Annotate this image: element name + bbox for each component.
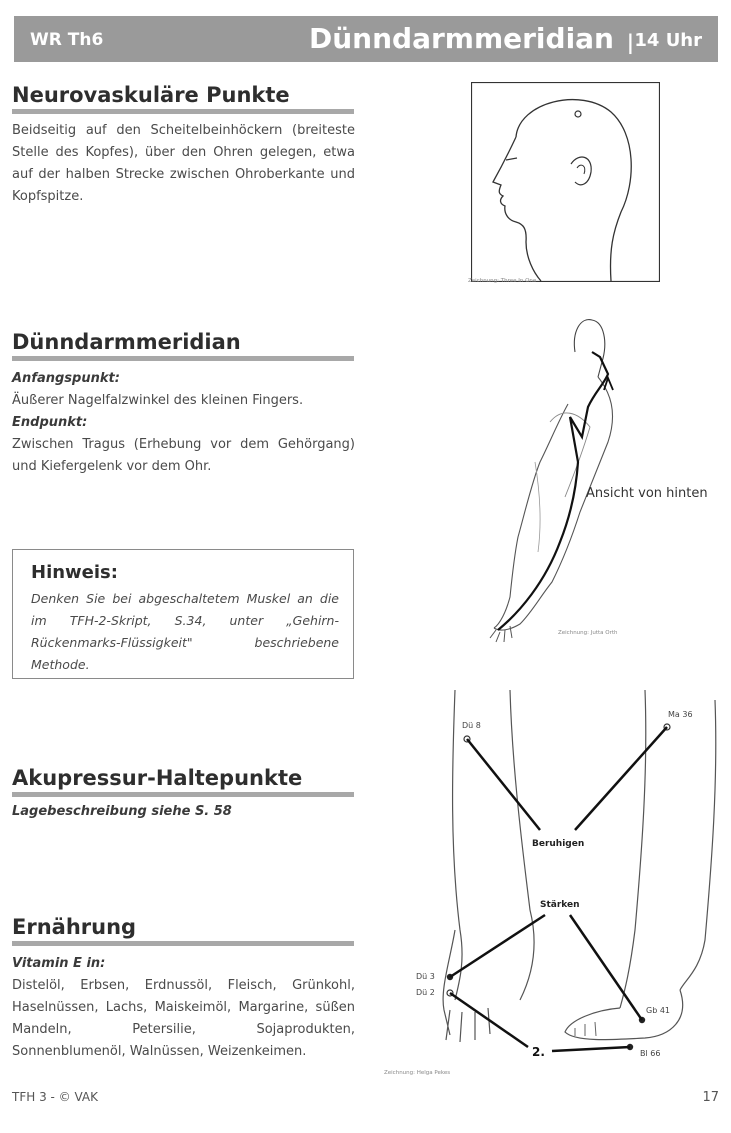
page-number: 17: [702, 1090, 719, 1105]
hint-box: [12, 549, 354, 679]
right-leg-outline: [620, 690, 716, 1008]
arm-figure-caption: Zeichnung: Jutta Orth: [558, 630, 618, 636]
heading-acupressure: Akupressur-Haltepunkte: [12, 766, 354, 797]
hint-text: Denken Sie bei abgeschaltetem Muskel an die im TFH-2-Skript, S.34, unter „Gehirn-Rückenmarks-Flüssigkeit" beschriebene Methode.: [31, 591, 339, 672]
strengthen-line-du3: [450, 915, 545, 977]
chapter-code: WR Th6: [30, 30, 104, 50]
second-label: 2.: [532, 1045, 545, 1059]
strengthen-label: Stärken: [540, 900, 580, 910]
head-figure-caption: Zeichnung: Three In One: [468, 278, 537, 284]
calm-line-du8: [467, 739, 540, 830]
heading-neurovascular: Neurovaskuläre Punkte: [12, 83, 354, 114]
header-separator: |: [626, 30, 634, 54]
neurovascular-point-marker: [575, 111, 581, 117]
start-point-label: Anfangspunkt:: [12, 371, 120, 386]
point-du2-label: Dü 2: [416, 988, 435, 997]
vitamin-label: Vitamin E in:: [12, 956, 106, 971]
point-bl66-label: Bl 66: [640, 1049, 661, 1058]
legs-figure-caption: Zeichnung: Helga Pekes: [384, 1070, 451, 1076]
acupressure-lead: Lagebeschreibung siehe S. 58: [12, 804, 232, 819]
nutrition-description: [12, 953, 355, 1063]
point-ma36-label: Ma 36: [668, 710, 693, 719]
strengthen-line-gb41: [570, 915, 642, 1020]
head-back-outline: [574, 320, 604, 377]
second-line-bl66: [552, 1047, 630, 1051]
end-point-text: Zwischen Tragus (Erhebung vor dem Gehörgang) und Kiefergelenk vor dem Ohr.: [12, 437, 355, 474]
neurovascular-text: Beidseitig auf den Scheitelbeinhöckern (breiteste Stelle des Kopfes), über den Ohren gelegen, etwa auf der halben Strecke zwischen Ohroberkante und Kopfspitze.: [12, 123, 355, 204]
calm-line-ma36: [575, 727, 667, 830]
page-header: [14, 16, 718, 62]
nutrition-text: Distelöl, Erbsen, Erdnussöl, Fleisch, Grünkohl, Haselnüssen, Lachs, Maiskeimöl, Margarine, süßen Mandeln, Petersilie, Sojaprodukten, Sonnenblumenöl, Walnüssen, Weizenkeimen.: [12, 978, 355, 1059]
arm-figure: [480, 312, 720, 647]
legs-figure: [380, 690, 725, 1082]
page-title: Dünndarmmeridian: [308, 22, 614, 55]
left-leg-outline: [453, 690, 530, 1000]
heading-nutrition: Ernährung: [12, 915, 354, 946]
hint-title: Hinweis:: [31, 562, 118, 583]
end-point-label: Endpunkt:: [12, 415, 88, 430]
heading-meridian: Dünndarmmeridian: [12, 330, 354, 361]
arm-outline: [494, 377, 613, 630]
start-point-text: Äußerer Nagelfalzwinkel des kleinen Fingers.: [12, 393, 304, 408]
point-gb41-label: Gb 41: [646, 1006, 670, 1015]
footer-copyright: TFH 3 - © VAK: [12, 1090, 98, 1104]
calm-label: Beruhigen: [532, 839, 585, 849]
meridian-time: 14 Uhr: [634, 30, 702, 51]
point-du8-label: Dü 8: [462, 721, 481, 730]
meridian-description: [12, 368, 355, 478]
point-du3-label: Dü 3: [416, 972, 435, 981]
head-figure: [471, 82, 660, 282]
view-label: Ansicht von hinten: [586, 486, 708, 501]
